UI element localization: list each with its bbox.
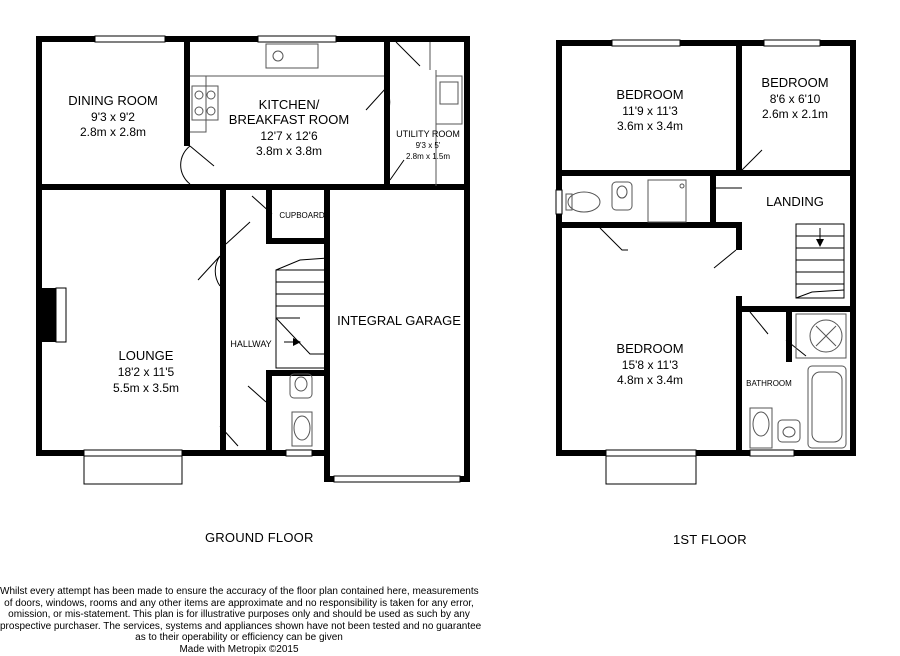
airing-cupboard <box>796 314 846 358</box>
lounge-imperial: 18'2 x 11'5 <box>117 365 175 379</box>
bedroom2-imperial: 8'6 x 6'10 <box>769 92 821 106</box>
kitchen-name-line2: BREAKFAST ROOM <box>228 112 350 127</box>
utility-room-imperial: 9'3 x 5' <box>415 141 441 150</box>
garage-name: INTEGRAL GARAGE <box>337 313 461 328</box>
en-suite-fixtures <box>566 180 686 222</box>
dining-room-name: DINING ROOM <box>68 93 158 108</box>
cupboard-name: CUPBOARD <box>279 211 325 220</box>
metropix-credit: Made with Metropix ©2015 <box>179 643 299 655</box>
first-floor-stairs <box>796 224 844 298</box>
utility-room-name: UTILITY ROOM <box>396 129 460 139</box>
bedroom3-metric: 4.8m x 3.4m <box>616 373 684 387</box>
ground-floor-labels <box>68 93 461 395</box>
lounge-metric: 5.5m x 3.5m <box>112 381 180 395</box>
disclaimer-line: omission, or mis-statement. This plan is for illustrative purposes only and should be used as such by any <box>8 609 470 620</box>
bedroom1-name: BEDROOM <box>616 87 684 102</box>
bathroom-name: BATHROOM <box>746 379 792 388</box>
bedroom1-metric: 3.6m x 3.4m <box>616 119 684 133</box>
fireplace <box>42 288 66 342</box>
disclaimer <box>0 586 482 655</box>
lounge-name: LOUNGE <box>118 348 174 363</box>
kitchen-name-line1: KITCHEN/ <box>258 97 320 112</box>
disclaimer-line: of doors, windows, rooms and any other items are approximate and no responsibility is taken for any error, <box>4 597 474 609</box>
bedroom3-imperial: 15'8 x 11'3 <box>621 358 679 372</box>
kitchen-metric: 3.8m x 3.8m <box>255 144 323 158</box>
utility-room-metric: 2.8m x 1.5m <box>405 152 451 161</box>
first-floor-labels <box>616 75 828 388</box>
bedroom2-name: BEDROOM <box>761 75 829 90</box>
disclaimer-line: prospective purchaser. The services, systems and appliances shown have not been tested and no guarantee <box>0 620 482 632</box>
bedroom2-metric: 2.6m x 2.1m <box>761 107 829 121</box>
kitchen-imperial: 12'7 x 12'6 <box>260 129 318 143</box>
ground-floor-stairs <box>276 258 328 368</box>
first-floor-label: 1ST FLOOR <box>673 532 747 547</box>
hallway-name: HALLWAY <box>230 339 272 349</box>
bedroom3-name: BEDROOM <box>616 341 684 356</box>
disclaimer-line: Whilst every attempt has been made to ensure the accuracy of the floor plan contained here, measurements <box>0 586 479 597</box>
bedroom1-imperial: 11'9 x 11'3 <box>622 104 678 118</box>
disclaimer-line: as to their operability or efficiency can be given <box>135 632 343 643</box>
ground-floor-label: GROUND FLOOR <box>205 530 314 545</box>
ground-floor-plan <box>36 36 470 484</box>
first-floor-door-swings <box>600 150 806 356</box>
first-floor-plan <box>556 40 856 484</box>
garage-door <box>334 476 460 482</box>
ground-floor-wc <box>290 374 312 446</box>
dining-room-imperial: 9'3 x 9'2 <box>91 110 135 124</box>
dining-room-metric: 2.8m x 2.8m <box>79 125 147 139</box>
landing-name: LANDING <box>766 194 824 209</box>
